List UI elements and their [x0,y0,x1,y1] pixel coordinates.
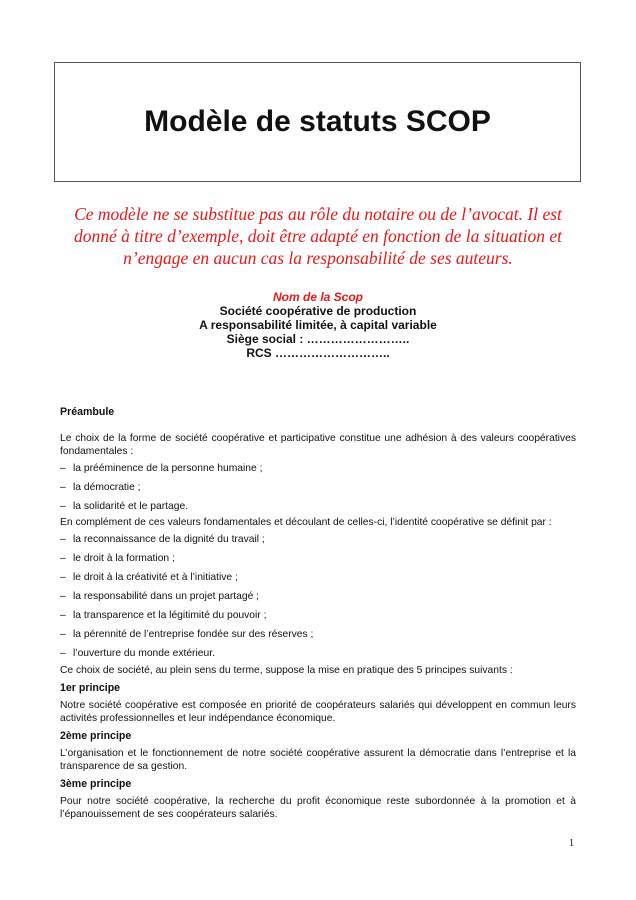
company-type-line: Société coopérative de production [219,304,417,318]
list-item: – la solidarité et le partage. [60,500,576,513]
principle-text-1: Notre société coopérative est composée en priorité de coopérateurs salariés qui développent en commun leurs activités professionnelles et leur indépendance économique. [60,700,576,724]
preamble-intro: Le choix de la forme de société coopérative et participative constitue une adhésion à des valeurs coopératives fondamentales : [60,433,576,457]
identity-list [60,533,576,660]
rcs-line: RCS ……………………….. [246,346,390,360]
company-liability-line: A responsabilité limitée, à capital variable [199,318,437,332]
principle-heading-1: 1er principe [60,682,121,694]
list-item: – la reconnaissance de la dignité du travail ; [60,533,576,546]
list-item: – le droit à la formation ; [60,552,576,565]
values-list [60,462,576,513]
principle-heading-3: 3ème principe [60,778,132,790]
list-item: – l’ouverture du monde extérieur. [60,647,576,660]
list-item: – la pérennité de l’entreprise fondée sur des réserves ; [60,628,576,641]
document-title: Modèle de statuts SCOP [144,105,491,138]
preamble-heading: Préambule [60,406,115,418]
company-header [60,290,576,360]
identity-intro: En complément de ces valeurs fondamentales et découlant de celles-ci, l’identité coopérative se définit par : [60,517,552,528]
principle-text-3: Pour notre société coopérative, la recherche du profit économique reste subordonnée à la promotion et à l’épanouissement de ses coopérateurs salariés. [60,796,576,820]
disclaimer-text: Ce modèle ne se substitue pas au rôle du notaire ou de l’avocat. Il est donné à titre d’exemple, doit être adapté en fonction de la situation et n’engage en aucun cas la responsabilité de ses auteurs. [73,204,563,268]
document-body [60,406,576,821]
head-office-line: Siège social : …………………….. [226,332,410,346]
scop-name: Nom de la Scop [272,290,364,304]
list-item: – la démocratie ; [60,481,576,494]
title-box [54,62,581,182]
principles-intro: Ce choix de société, au plein sens du terme, suppose la mise en pratique des 5 principes suivants : [60,665,513,676]
list-item: – la transparence et la légitimité du pouvoir ; [60,609,576,622]
list-item: – la responsabilité dans un projet partagé ; [60,590,576,603]
list-item: – la prééminence de la personne humaine ; [60,462,576,475]
principle-text-2: L’organisation et le fonctionnement de notre société coopérative assurent la démocratie dans l’entreprise et la transparence de sa gestion. [60,748,576,772]
list-item: – le droit à la créativité et à l’initiative ; [60,571,576,584]
page-number: 1 [569,838,574,849]
principle-heading-2: 2ème principe [60,730,132,742]
